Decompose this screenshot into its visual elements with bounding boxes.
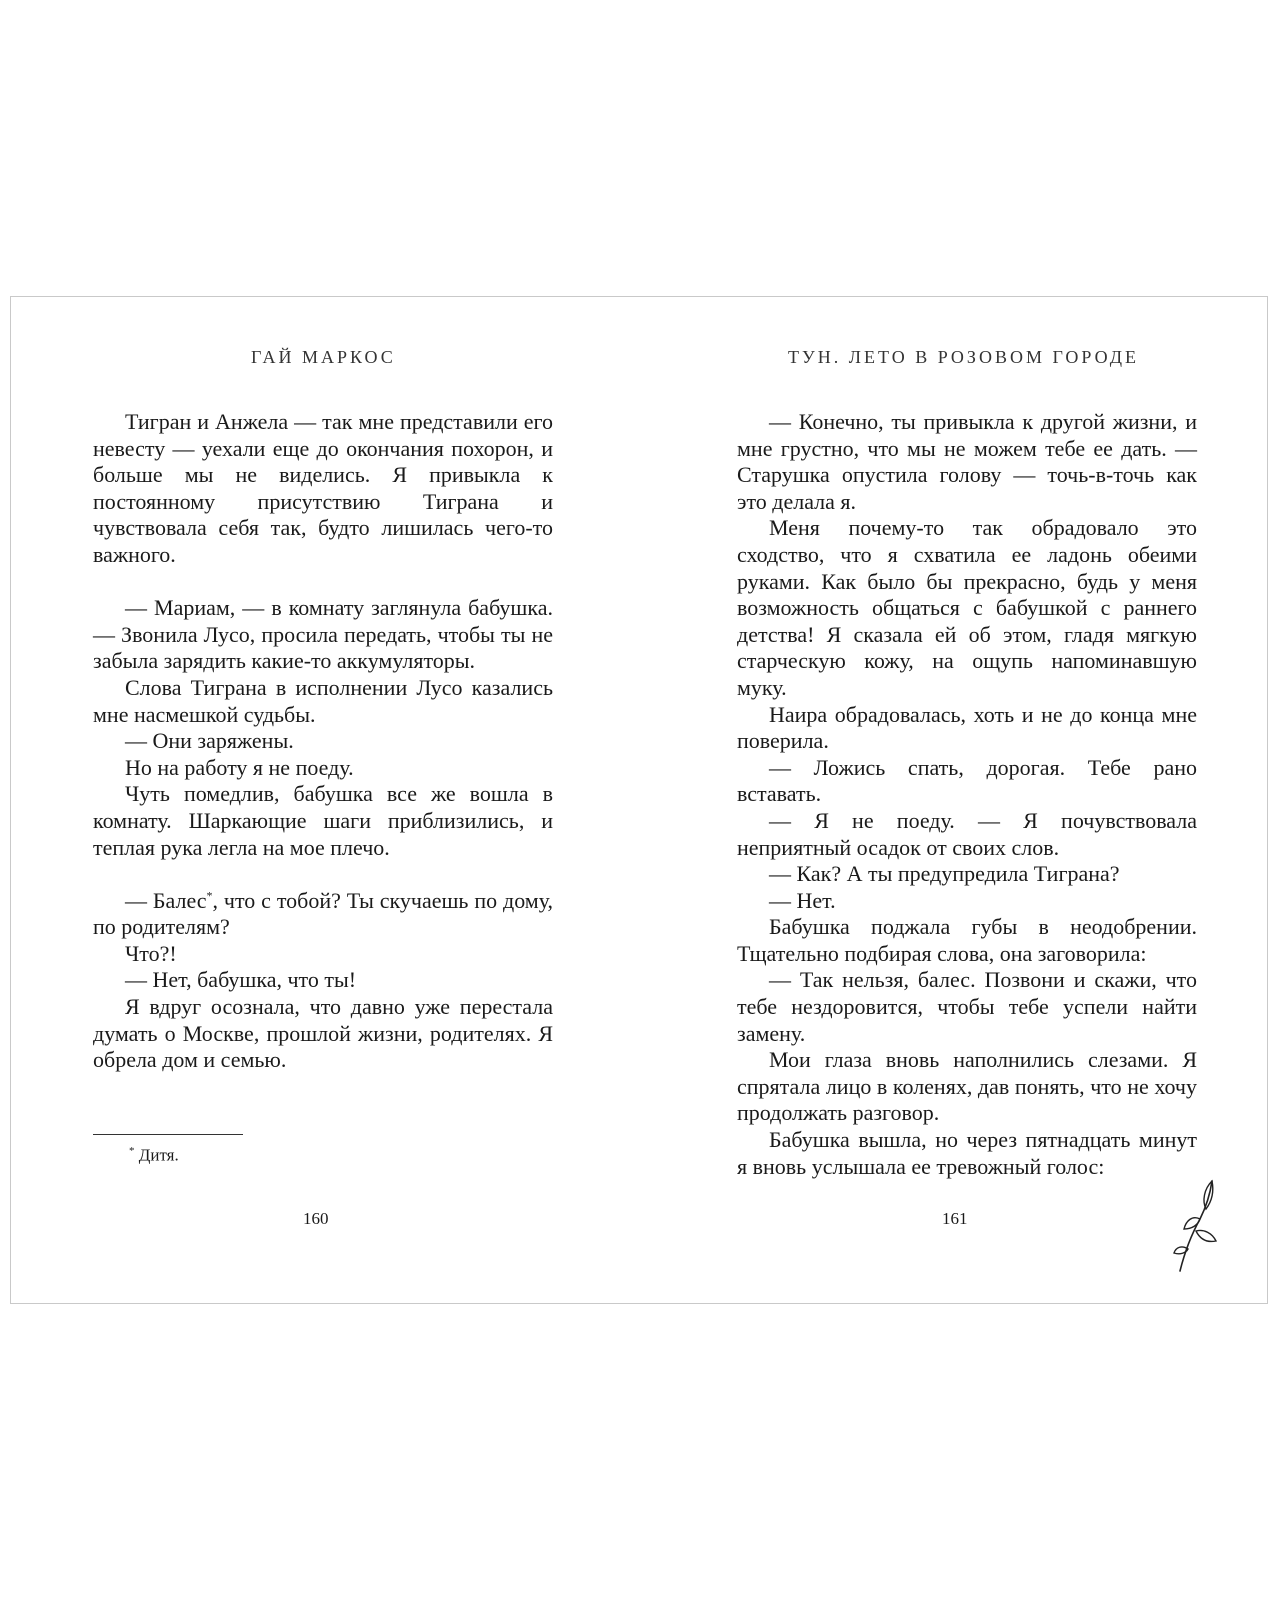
page-number-right: 161 — [942, 1209, 968, 1228]
paragraph: Мои глаза вновь наполнились слезами. Я спрятала лицо в коленях, дав понять, что не хочу продолжать разговор. — [737, 1047, 1197, 1126]
paragraph: Наира обрадовалась, хоть и не до конца мне поверила. — [737, 701, 1197, 754]
paragraph: Бабушка поджала губы в неодобрении. Тщательно подбирая слова, она заговорила: — [737, 914, 1197, 966]
paragraph: — Я не поеду. — Я почувствовала неприятный осадок от своих слов. — [737, 807, 1197, 860]
right-text-block — [737, 409, 1197, 1180]
paragraph: — Так нельзя, балес. Позвони и скажи, что тебе нездоровится, чтобы тебе успели найти замену. — [737, 967, 1197, 1046]
paragraph: — Нет. — [769, 887, 836, 913]
book-spread — [10, 296, 1268, 1304]
paragraph: Но на работу я не поеду. — [125, 754, 354, 780]
paragraph: Чуть помедлив, бабушка все же вошла в комнату. Шаркающие шаги приблизились, и теплая рука легла на мое плечо. — [93, 781, 553, 860]
paragraph: Тигран и Анжела — так мне представили его невесту — уехали еще до окончания похорон, и больше мы не виделись. Я привыкла к постоянному присутствию Тиграна и чувствовала себя так, будто лишилась чего-то важного. — [93, 409, 553, 567]
running-head-right: ТУН. ЛЕТО В РОЗОВОМ ГОРОДЕ — [788, 347, 1140, 367]
footnote-ref: * — [206, 888, 213, 903]
sprig-icon — [1170, 1175, 1222, 1275]
paragraph: — Они заряжены. — [125, 728, 294, 754]
paragraph-rest: , что с тобой? Ты скучаешь по дому, по родителям? — [93, 887, 553, 940]
paragraph-start: — Балес — [125, 887, 207, 913]
right-page — [640, 297, 1269, 1303]
paragraph: — Мариам, — в комнату заглянула бабушка. — Звонила Лусо, просила передать, чтобы ты не забыла зарядить какие-то аккумуляторы. — [93, 595, 553, 674]
footnote-text: Дитя. — [134, 1145, 179, 1165]
page-number-left: 160 — [303, 1209, 329, 1228]
running-head-left: ГАЙ МАРКОС — [251, 347, 396, 367]
paragraph: Слова Тиграна в исполнении Лусо казались мне насмешкой судьбы. — [93, 674, 553, 727]
paragraph: — Конечно, ты привыкла к другой жизни, и мне грустно, что мы не можем тебе ее дать. — Старушка опустила голову — точь-в-точь как это делала я. — [737, 409, 1197, 514]
left-text-block — [93, 409, 553, 1074]
footnote-rule — [93, 1134, 243, 1135]
paragraph: Меня почему-то так обрадовало это сходство, что я схватила ее ладонь обеими руками. Как было бы прекрасно, будь у меня возможность общаться с бабушкой с раннего детства! Я сказала ей об этом, гладя мягкую старческую кожу, на ощупь напоминавшую муку. — [737, 515, 1197, 700]
footnote — [129, 1140, 179, 1167]
paragraph-with-footnote — [93, 888, 553, 941]
paragraph: Что?! — [125, 940, 177, 966]
footnote-marker: * — [129, 1145, 135, 1157]
paragraph: Я вдруг осознала, что давно уже перестала думать о Москве, прошлой жизни, родителях. Я обрела дом и семью. — [93, 994, 553, 1073]
paragraph: Бабушка вышла, но через пятнадцать минут я вновь услышала ее тревожный голос: — [737, 1127, 1197, 1179]
left-page — [11, 297, 640, 1303]
paragraph: — Ложись спать, дорогая. Тебе рано вставать. — [737, 754, 1197, 807]
paragraph: — Как? А ты предупредила Тиграна? — [769, 861, 1120, 887]
paragraph: — Нет, бабушка, что ты! — [125, 967, 357, 993]
